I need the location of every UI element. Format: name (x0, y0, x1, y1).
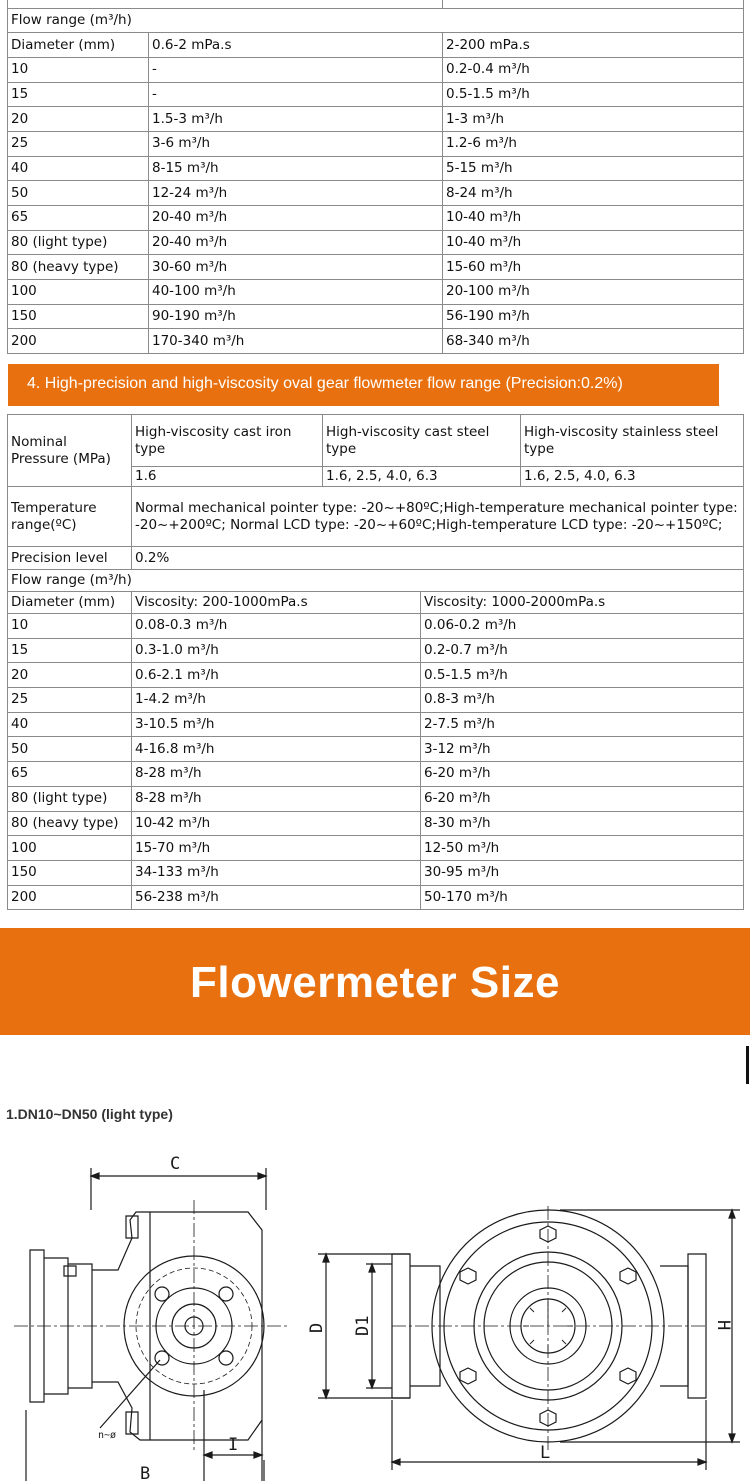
table-row (8, 329, 744, 354)
diameter-cell: 80 (light type) (8, 230, 149, 255)
table-row (8, 638, 744, 663)
diameter-cell: 15 (8, 638, 132, 663)
table-row (8, 82, 744, 107)
table-row (8, 131, 744, 156)
dim-label-d: D (307, 1322, 327, 1333)
flow-value-cell: 1.2-6 m³/h (443, 131, 744, 156)
dim-label-d1: D1 (353, 1315, 373, 1336)
section-4-title: 4. High-precision and high-viscosity oval gear flowmeter flow range (Precision:0.2%) (27, 375, 623, 392)
flow-value-cell: 30-60 m³/h (149, 255, 443, 280)
diameter-cell: 25 (8, 688, 132, 713)
temperature-value: Normal mechanical pointer type: -20~+80ºC;High-temperature mechanical pointer type: -20~+200ºC; Normal LCD type: -20~+60ºC;High-temperature LCD type: -20~+150ºC; (132, 487, 744, 547)
table-row (8, 57, 744, 82)
diameter-cell: 80 (heavy type) (8, 255, 149, 280)
temperature-label: Temperature range(ºC) (8, 487, 132, 547)
flow-value-cell: 56-238 m³/h (132, 885, 421, 910)
table-row (8, 230, 744, 255)
table-header-row (8, 592, 744, 614)
flow-value-cell: 20-100 m³/h (443, 280, 744, 305)
flow-range-table-standard (7, 0, 744, 354)
material-header: High-viscosity cast iron type (132, 415, 323, 467)
diameter-cell: 150 (8, 860, 132, 885)
dim-label-n-phi: n~ø (98, 1430, 117, 1441)
flow-value-cell: 20-40 m³/h (149, 206, 443, 231)
flow-value-cell: 0.6-2.1 m³/h (132, 663, 421, 688)
diameter-cell: 40 (8, 712, 132, 737)
dim-label-c: C (170, 1154, 181, 1174)
column-header: 0.6-2 mPa.s (149, 33, 443, 58)
precision-label: Precision level (8, 547, 132, 570)
flow-value-cell: 0.08-0.3 m³/h (132, 614, 421, 639)
flow-value-cell: 3-12 m³/h (421, 737, 744, 762)
flow-value-cell: - (149, 57, 443, 82)
table-row (8, 415, 744, 467)
pressure-value: 1.6 (132, 467, 323, 487)
table-row (8, 107, 744, 132)
flow-value-cell: 12-24 m³/h (149, 181, 443, 206)
flow-value-cell: 1-4.2 m³/h (132, 688, 421, 713)
material-header: High-viscosity stainless steel type (521, 415, 744, 467)
diameter-cell: 150 (8, 304, 149, 329)
drawing-title: 1.DN10~DN50 (light type) (6, 1106, 173, 1122)
section-4-banner (8, 364, 719, 406)
diameter-cell: 15 (8, 82, 149, 107)
flow-value-cell: 10-40 m³/h (443, 206, 744, 231)
diameter-cell: 65 (8, 762, 132, 787)
flow-value-cell: 56-190 m³/h (443, 304, 744, 329)
flow-value-cell: 15-70 m³/h (132, 836, 421, 861)
flow-value-cell: 20-40 m³/h (149, 230, 443, 255)
flow-value-cell: 2-7.5 m³/h (421, 712, 744, 737)
diameter-cell: 50 (8, 737, 132, 762)
flow-value-cell: 50-170 m³/h (421, 885, 744, 910)
diameter-cell: 80 (heavy type) (8, 811, 132, 836)
nominal-pressure-label: Nominal Pressure (MPa) (8, 415, 132, 487)
flow-value-cell: - (149, 82, 443, 107)
flow-value-cell: 5-15 m³/h (443, 156, 744, 181)
diameter-cell: 20 (8, 107, 149, 132)
flow-value-cell: 8-28 m³/h (132, 786, 421, 811)
table-row (8, 811, 744, 836)
table-row (8, 570, 744, 592)
table-row (8, 712, 744, 737)
table-row (8, 614, 744, 639)
flow-value-cell: 6-20 m³/h (421, 786, 744, 811)
table-row (8, 663, 744, 688)
size-banner (0, 928, 750, 1035)
diameter-cell: 200 (8, 885, 132, 910)
flow-value-cell: 4-16.8 m³/h (132, 737, 421, 762)
flow-value-cell: 30-95 m³/h (421, 860, 744, 885)
flow-value-cell: 0.8-3 m³/h (421, 688, 744, 713)
table-row (8, 547, 744, 570)
flow-value-cell: 40-100 m³/h (149, 280, 443, 305)
table-row (8, 280, 744, 305)
flow-value-cell: 0.3-1.0 m³/h (132, 638, 421, 663)
flow-value-cell: 8-15 m³/h (149, 156, 443, 181)
flow-value-cell: 68-340 m³/h (443, 329, 744, 354)
diameter-cell: 10 (8, 614, 132, 639)
column-header: Viscosity: 200-1000mPa.s (132, 592, 421, 614)
table-row (8, 836, 744, 861)
flow-value-cell: 0.5-1.5 m³/h (421, 663, 744, 688)
diameter-cell: 20 (8, 663, 132, 688)
column-header: Diameter (mm) (8, 33, 149, 58)
precision-value: 0.2% (132, 547, 744, 570)
flow-value-cell: 10-40 m³/h (443, 230, 744, 255)
flow-value-cell: 90-190 m³/h (149, 304, 443, 329)
flow-value-cell: 0.2-0.7 m³/h (421, 638, 744, 663)
table-row (8, 156, 744, 181)
flow-value-cell: 0.2-0.4 m³/h (443, 57, 744, 82)
front-view (318, 1206, 740, 1470)
column-header: 2-200 mPa.s (443, 33, 744, 58)
column-header: Viscosity: 1000-2000mPa.s (421, 592, 744, 614)
flow-value-cell: 6-20 m³/h (421, 762, 744, 787)
table-row (8, 304, 744, 329)
flow-value-cell: 34-133 m³/h (132, 860, 421, 885)
diameter-cell: 80 (light type) (8, 786, 132, 811)
table-row (8, 762, 744, 787)
table-row (8, 8, 744, 33)
diameter-cell: 200 (8, 329, 149, 354)
flow-value-cell: 3-6 m³/h (149, 131, 443, 156)
dim-label-l: L (540, 1443, 551, 1463)
size-banner-title: Flowermeter Size (190, 958, 560, 1007)
flow-value-cell: 0.06-0.2 m³/h (421, 614, 744, 639)
table-row (8, 255, 744, 280)
dim-label-b: B (140, 1464, 151, 1481)
material-header: High-viscosity cast steel type (323, 415, 521, 467)
column-header: Diameter (mm) (8, 592, 132, 614)
side-view (14, 1168, 290, 1481)
flow-value-cell: 1-3 m³/h (443, 107, 744, 132)
table-row (8, 860, 744, 885)
table-row (8, 0, 744, 8)
flow-value-cell: 15-60 m³/h (443, 255, 744, 280)
table-row (8, 181, 744, 206)
table-row (8, 737, 744, 762)
flow-value-cell: 1.5-3 m³/h (149, 107, 443, 132)
flow-value-cell: 170-340 m³/h (149, 329, 443, 354)
diameter-cell: 50 (8, 181, 149, 206)
diameter-cell: 10 (8, 57, 149, 82)
diameter-cell: 25 (8, 131, 149, 156)
flow-value-cell: 10-42 m³/h (132, 811, 421, 836)
flow-value-cell: 8-30 m³/h (421, 811, 744, 836)
table-row (8, 786, 744, 811)
flow-range-label: Flow range (m³/h) (8, 570, 744, 592)
flow-value-cell: 8-24 m³/h (443, 181, 744, 206)
dim-label-h: H (713, 1320, 733, 1331)
flowmeter-dimension-drawing (0, 1150, 750, 1481)
table-row (8, 206, 744, 231)
flow-range-table-high-viscosity (7, 414, 744, 910)
diameter-cell: 100 (8, 836, 132, 861)
table-row (8, 688, 744, 713)
page-edge-mark (746, 1046, 749, 1084)
table-row (8, 885, 744, 910)
table-header-row (8, 33, 744, 58)
flow-value-cell: 8-28 m³/h (132, 762, 421, 787)
pressure-value: 1.6, 2.5, 4.0, 6.3 (521, 467, 744, 487)
flow-value-cell: 3-10.5 m³/h (132, 712, 421, 737)
dim-label-i: I (228, 1435, 239, 1455)
diameter-cell: 40 (8, 156, 149, 181)
diameter-cell: 65 (8, 206, 149, 231)
pressure-value: 1.6, 2.5, 4.0, 6.3 (323, 467, 521, 487)
diameter-cell: 100 (8, 280, 149, 305)
flow-value-cell: 0.5-1.5 m³/h (443, 82, 744, 107)
flow-range-label: Flow range (m³/h) (8, 8, 744, 33)
table-row (8, 487, 744, 547)
flow-value-cell: 12-50 m³/h (421, 836, 744, 861)
